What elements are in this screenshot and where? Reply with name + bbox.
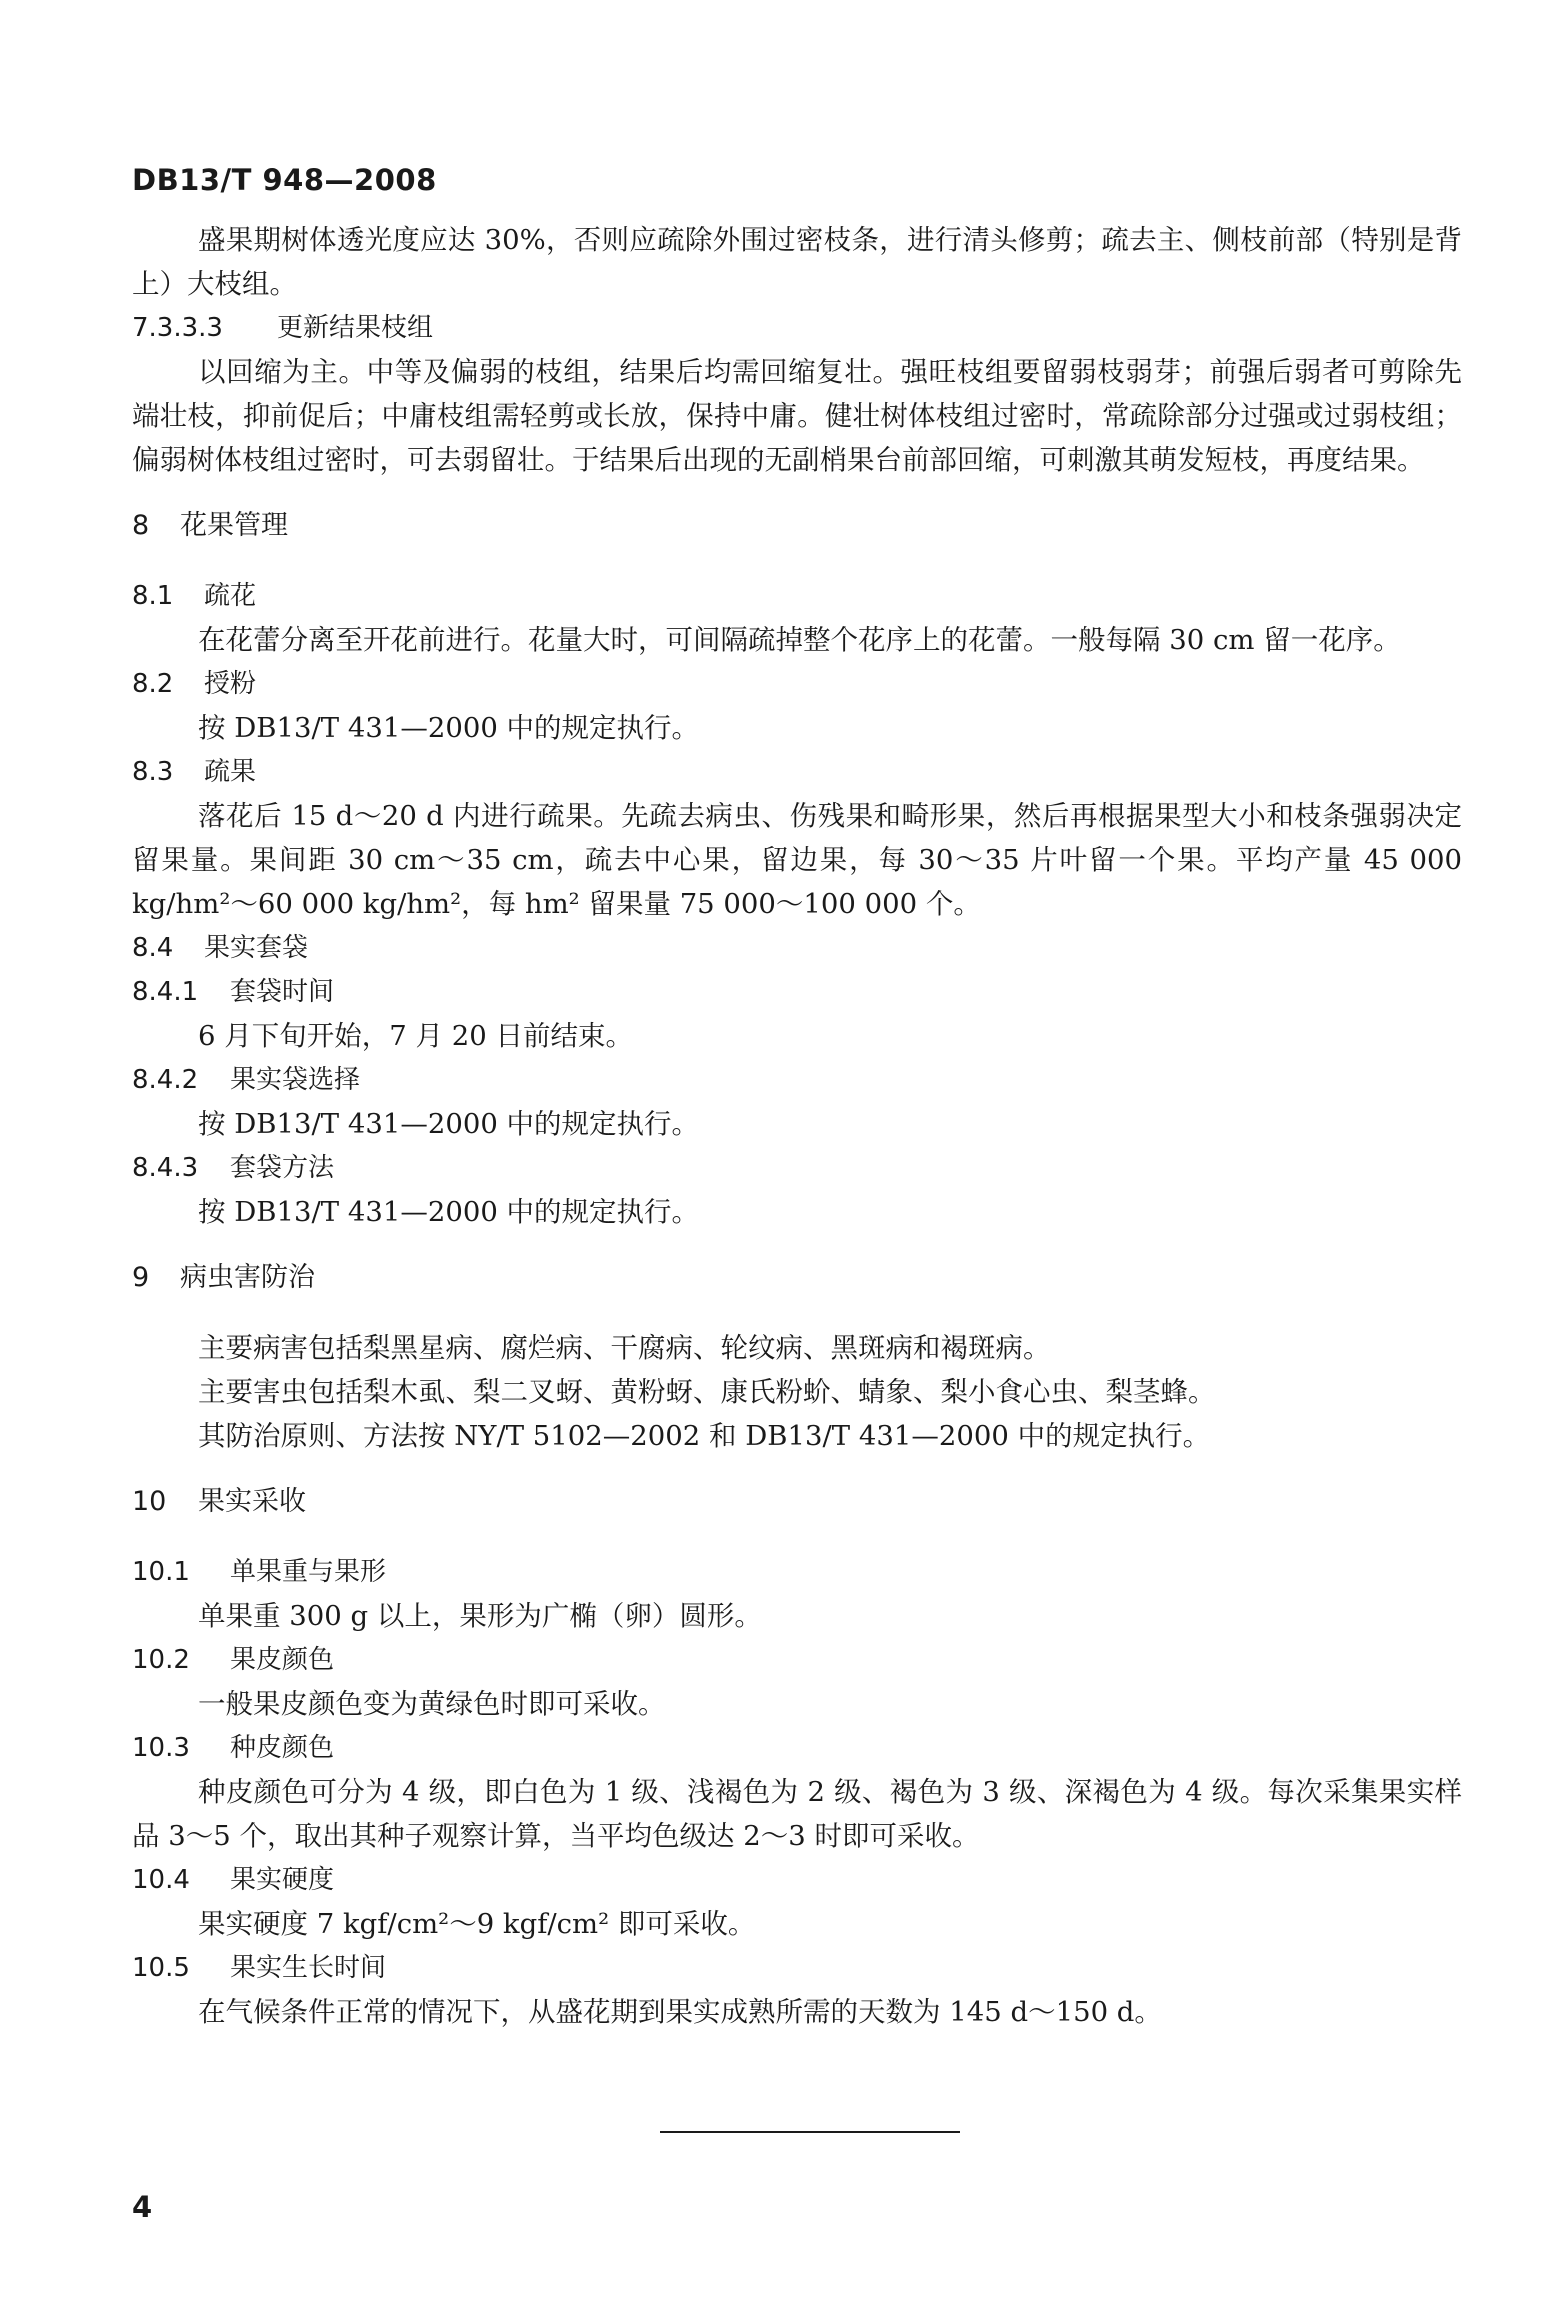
heading-8: [132, 504, 1462, 548]
section-number: 10.2: [132, 1645, 190, 1675]
paragraph-10-3: 种皮颜色可分为 4 级，即白色为 1 级、浅褐色为 2 级、褐色为 3 级、深褐色为 4 级。每次采集果实样品 3～5 个，取出其种子观察计算，当平均色级达 2～3 时即可采收。: [132, 1776, 1462, 1852]
section-title: 果实套袋: [204, 933, 309, 963]
page-body: [132, 218, 1462, 2034]
section-number: 10.3: [132, 1733, 190, 1763]
heading-8-4-1: [132, 970, 1462, 1014]
heading-10-5: [132, 1946, 1462, 1990]
section-number: 10.1: [132, 1557, 190, 1587]
section-number: 8.4: [132, 933, 174, 963]
document-code-header: DB13/T 948—2008: [132, 163, 437, 197]
section-number: 10.5: [132, 1953, 190, 1983]
heading-8-4: [132, 926, 1462, 970]
paragraph-10-1: 单果重 300 g 以上，果形为广椭（卵）圆形。: [198, 1600, 762, 1632]
heading-8-3: [132, 750, 1462, 794]
heading-10-1: [132, 1550, 1462, 1594]
section-title: 果皮颜色: [230, 1645, 335, 1675]
paragraph-8-4-2: 按 DB13/T 431—2000 中的规定执行。: [198, 1108, 700, 1140]
section-title: 果实硬度: [230, 1865, 335, 1895]
section-title: 病虫害防治: [180, 1262, 315, 1293]
page-number: 4: [132, 2190, 153, 2224]
section-number: 8.3: [132, 757, 174, 787]
paragraph-8-4-3: 按 DB13/T 431—2000 中的规定执行。: [198, 1196, 700, 1228]
section-title: 果实袋选择: [230, 1065, 361, 1095]
section-number: 8.1: [132, 581, 174, 611]
section-title: 种皮颜色: [230, 1733, 335, 1763]
section-title: 更新结果枝组: [277, 313, 434, 343]
heading-8-4-2: [132, 1058, 1462, 1102]
heading-10-2: [132, 1638, 1462, 1682]
section-title: 疏果: [204, 757, 257, 787]
paragraph-10-4: 果实硬度 7 kgf/cm²～9 kgf/cm² 即可采收。: [198, 1908, 756, 1940]
section-number: 8.4.1: [132, 977, 199, 1007]
section-number: 7.3.3.3: [132, 313, 223, 343]
section-title: 套袋方法: [230, 1153, 335, 1183]
end-of-text-rule: [660, 2131, 960, 2133]
heading-8-4-3: [132, 1146, 1462, 1190]
section-number: 10.4: [132, 1865, 190, 1895]
heading-10-4: [132, 1858, 1462, 1902]
paragraph-9-pests: 主要害虫包括梨木虱、梨二叉蚜、黄粉蚜、康氏粉蚧、蜻象、梨小食心虫、梨茎蜂。: [198, 1376, 1216, 1408]
section-number: 9: [132, 1262, 150, 1293]
section-title: 单果重与果形: [230, 1557, 387, 1587]
section-title: 花果管理: [180, 510, 288, 541]
heading-8-2: [132, 662, 1462, 706]
heading-8-1: [132, 574, 1462, 618]
section-number: 8.2: [132, 669, 174, 699]
paragraph-8-3: 落花后 15 d～20 d 内进行疏果。先疏去病虫、伤残果和畸形果，然后再根据果型大小和枝条强弱决定留果量。果间距 30 cm～35 cm，疏去中心果，留边果，每 30～35 片叶留一个果。平均产量 45 000 kg/hm²～60 000 kg/hm²，每 hm² 留果量 75 000～100 000 个。: [132, 800, 1462, 920]
paragraph-8-4-1: 6 月下旬开始，7 月 20 日前结束。: [198, 1020, 633, 1052]
paragraph-9-diseases: 主要病害包括梨黑星病、腐烂病、干腐病、轮纹病、黑斑病和褐斑病。: [198, 1332, 1051, 1364]
section-title: 疏花: [204, 581, 257, 611]
section-title: 果实生长时间: [230, 1953, 387, 1983]
section-number: 8.4.2: [132, 1065, 199, 1095]
section-number: 10: [132, 1486, 167, 1517]
section-title: 授粉: [204, 669, 257, 699]
paragraph-10-2: 一般果皮颜色变为黄绿色时即可采收。: [198, 1688, 666, 1720]
paragraph-9-principles: 其防治原则、方法按 NY/T 5102—2002 和 DB13/T 431—2000 中的规定执行。: [198, 1420, 1211, 1452]
section-title: 果实采收: [198, 1486, 306, 1517]
heading-7-3-3-3: [132, 306, 1462, 350]
section-number: 8: [132, 510, 150, 541]
paragraph-8-2: 按 DB13/T 431—2000 中的规定执行。: [198, 712, 700, 744]
paragraph-7-3-3-3: 以回缩为主。中等及偏弱的枝组，结果后均需回缩复壮。强旺枝组要留弱枝弱芽；前强后弱者可剪除先端壮枝，抑前促后；中庸枝组需轻剪或长放，保持中庸。健壮树体枝组过密时，常疏除部分过强或过弱枝组；偏弱树体枝组过密时，可去弱留壮。于结果后出现的无副梢果台前部回缩，可刺激其萌发短枝，再度结果。: [132, 356, 1462, 476]
paragraph-8-1: 在花蕾分离至开花前进行。花量大时，可间隔疏掉整个花序上的花蕾。一般每隔 30 cm 留一花序。: [198, 624, 1401, 656]
section-title: 套袋时间: [230, 977, 335, 1007]
heading-10-3: [132, 1726, 1462, 1770]
paragraph-pruning-light: 盛果期树体透光度应达 30%，否则应疏除外围过密枝条，进行清头修剪；疏去主、侧枝前部（特别是背上）大枝组。: [132, 224, 1462, 300]
heading-9: [132, 1256, 1462, 1300]
section-number: 8.4.3: [132, 1153, 199, 1183]
paragraph-10-5: 在气候条件正常的情况下，从盛花期到果实成熟所需的天数为 145 d～150 d。: [198, 1996, 1162, 2028]
heading-10: [132, 1480, 1462, 1524]
